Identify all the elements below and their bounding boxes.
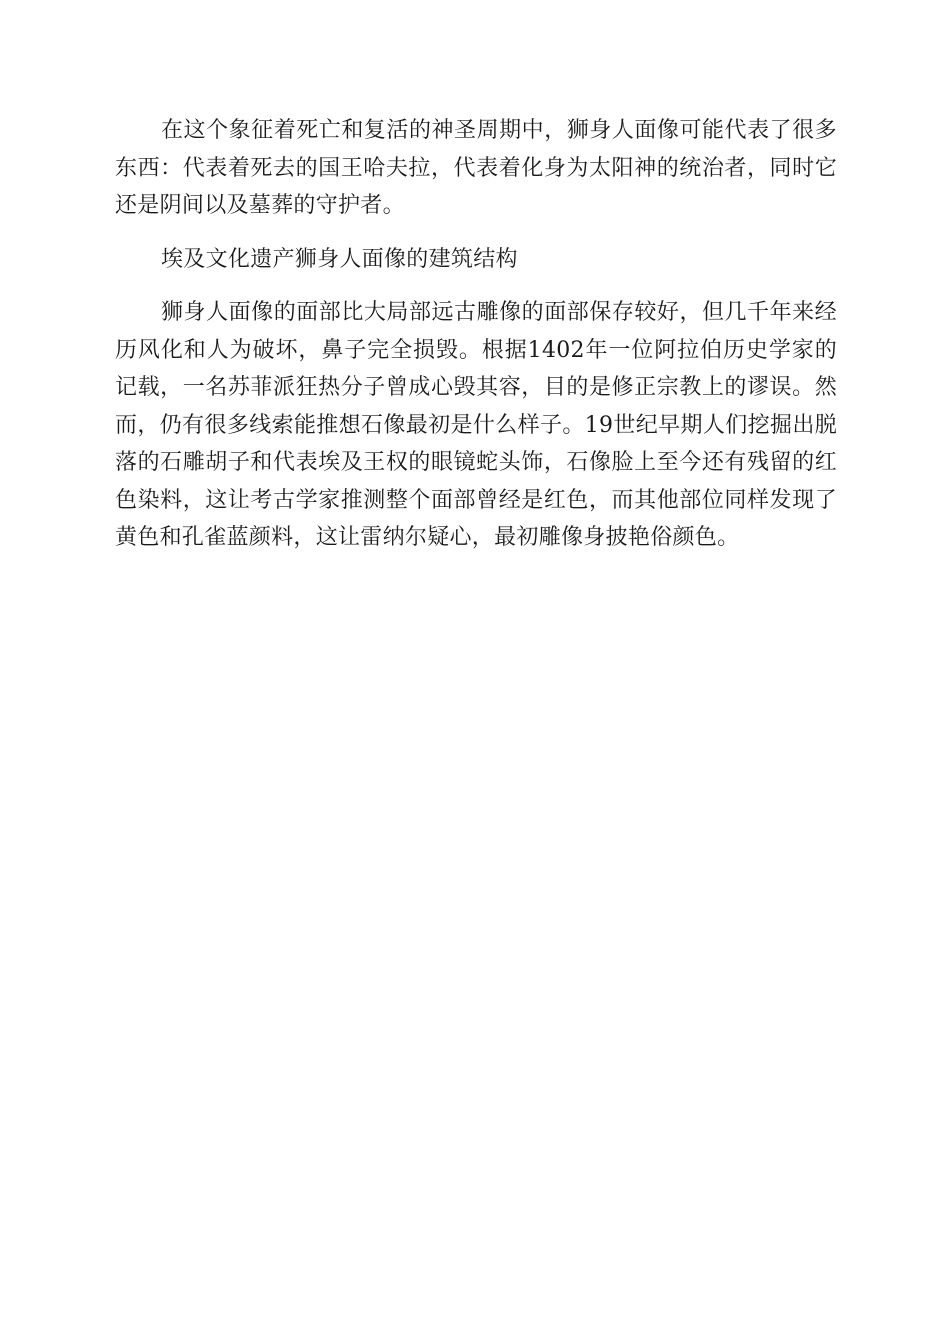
paragraph-sphinx-face: 狮身人面像的面部比大局部远古雕像的面部保存较好，但几千年来经历风化和人为破坏，鼻子完全损毁。根据1402年一位阿拉伯历史学家的记载，一名苏菲派狂热分子曾成心毁其容，目的是修正宗教上的谬误。然而，仍有很多线索能推想石像最初是什么样子。19世纪早期人们挖掘出脱落的石雕胡子和代表埃及王权的眼镜蛇头饰，石像脸上至今还有残留的红色染料，这让考古学家推测整个面部曾经是红色，而其他部位同样发现了黄色和孔雀蓝颜料，这让雷纳尔疑心，最初雕像身披艳俗颜色。: [115, 300, 837, 550]
paragraph-sphinx-symbolism: 在这个象征着死亡和复活的神圣周期中，狮身人面像可能代表了很多东西：代表着死去的国王哈夫拉，代表着化身为太阳神的统治者，同时它还是阴间以及墓葬的守护者。: [115, 118, 837, 218]
section-heading: 埃及文化遗产狮身人面像的建筑结构: [161, 246, 518, 272]
document-body: [115, 112, 837, 573]
